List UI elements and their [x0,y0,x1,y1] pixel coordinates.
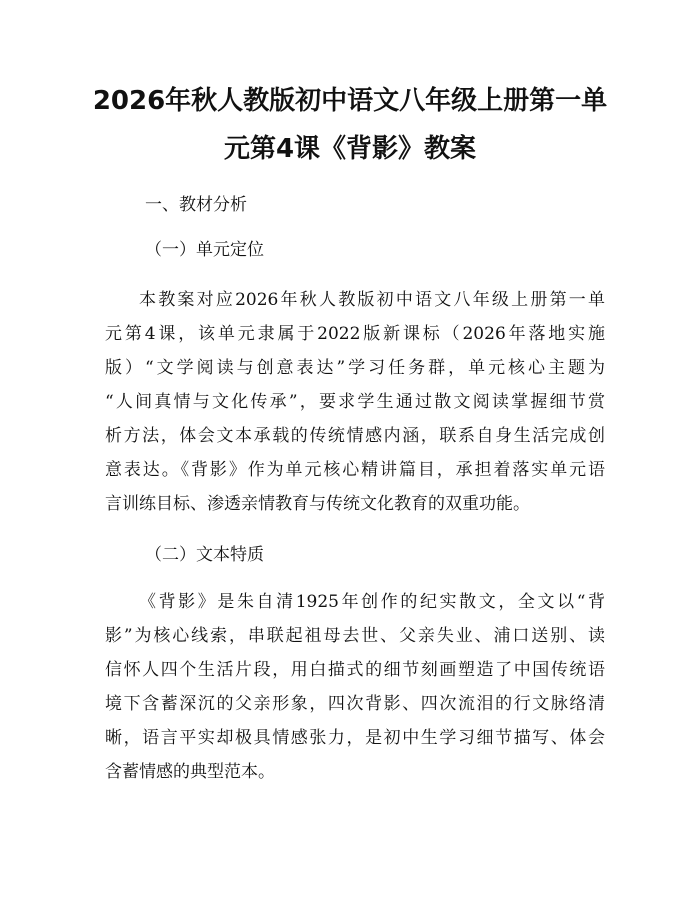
paragraph-unit-positioning [105,283,605,521]
document-title-line-2: 元第4课《背影》教案 [223,134,477,164]
paragraph-line: 意表达。《背影》作为单元核心精讲篇目，承担着落实单元语 [105,460,605,480]
paragraph-line: 析方法，体会文本承载的传统情感内涵，联系自身生活完成创 [105,426,605,446]
subsection-heading-text-features: （二）文本特质 [145,545,264,565]
paragraph-line: 影”为核心线索，串联起祖母去世、父亲失业、浦口送别、读 [105,626,605,646]
paragraph-text-features [105,585,605,789]
paragraph-line: 信怀人四个生活片段，用白描式的细节刻画塑造了中国传统语 [105,660,605,680]
paragraph-line: 《背影》是朱自清1925年创作的纪实散文，全文以“背 [139,592,605,612]
section-heading-textbook-analysis: 一、教材分析 [145,195,247,215]
subsection-heading-unit-positioning: （一）单元定位 [145,240,264,260]
paragraph-line: 含蓄情感的典型范本。 [105,762,275,782]
paragraph-line: 晰，语言平实却极具情感张力，是初中生学习细节描写、体会 [105,728,605,748]
paragraph-line: 境下含蓄深沉的父亲形象，四次背影、四次流泪的行文脉络清 [105,694,605,714]
paragraph-line: 版）“文学阅读与创意表达”学习任务群，单元核心主题为 [105,358,605,378]
document-title-line-1: 2026年秋人教版初中语文八年级上册第一单 [92,86,608,116]
paragraph-line: 言训练目标、渗透亲情教育与传统文化教育的双重功能。 [105,494,530,514]
paragraph-line: 元第4课，该单元隶属于2022版新课标（2026年落地实施 [105,324,605,344]
paragraph-line: 本教案对应2026年秋人教版初中语文八年级上册第一单 [139,290,605,310]
paragraph-line: “人间真情与文化传承”，要求学生通过散文阅读掌握细节赏 [105,392,605,412]
